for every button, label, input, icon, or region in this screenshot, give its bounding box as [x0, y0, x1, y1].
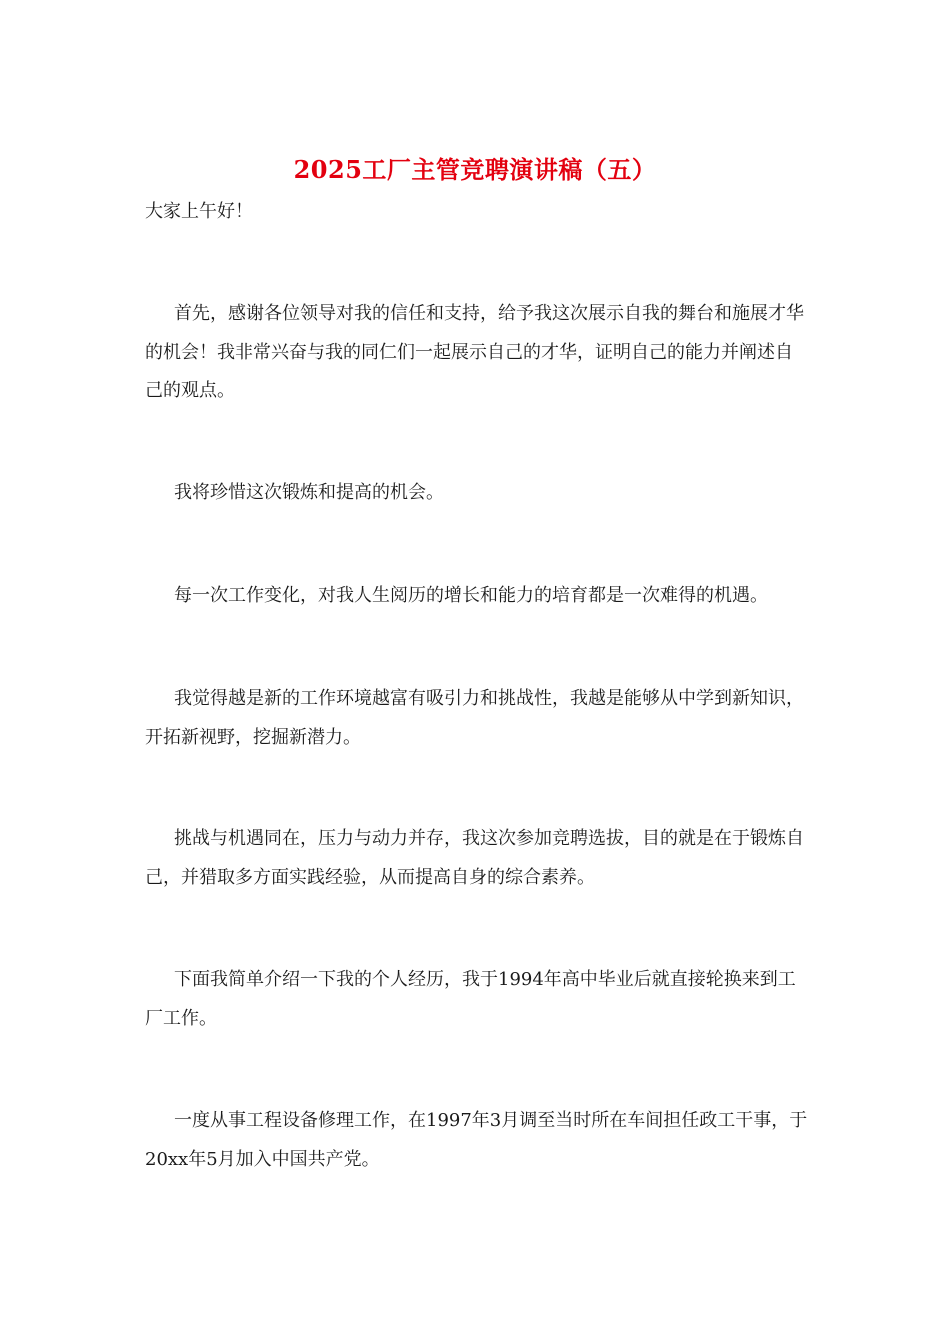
- paragraph-1: 首先，感谢各位领导对我的信任和支持，给予我这次展示自我的舞台和施展才华的机会！我非常兴奋与我的同仁们一起展示自己的才华，证明自己的能力并阐述自己的观点。: [145, 303, 804, 401]
- document-title: 2025工厂主管竞聘演讲稿（五）: [293, 155, 657, 184]
- paragraph-4: 我觉得越是新的工作环境越富有吸引力和挑战性，我越是能够从中学到新知识，开拓新视野，挖掘新潜力。: [145, 688, 804, 748]
- paragraph-6: 下面我简单介绍一下我的个人经历，我于1994年高中毕业后就直接轮换来到工厂工作。: [145, 969, 796, 1029]
- paragraph-2: 我将珍惜这次锻炼和提高的机会。: [174, 482, 444, 503]
- paragraph-7: 一度从事工程设备修理工作，在1997年3月调至当时所在车间担任政工干事，于20xx年5月加入中国共产党。: [145, 1110, 808, 1170]
- paragraph-5: 挑战与机遇同在，压力与动力并存，我这次参加竞聘选拔，目的就是在于锻炼自己，并猎取多方面实践经验，从而提高自身的综合素养。: [145, 828, 804, 888]
- paragraph-3: 每一次工作变化，对我人生阅历的增长和能力的培育都是一次难得的机遇。: [174, 585, 768, 606]
- greeting-line: 大家上午好！: [145, 201, 253, 222]
